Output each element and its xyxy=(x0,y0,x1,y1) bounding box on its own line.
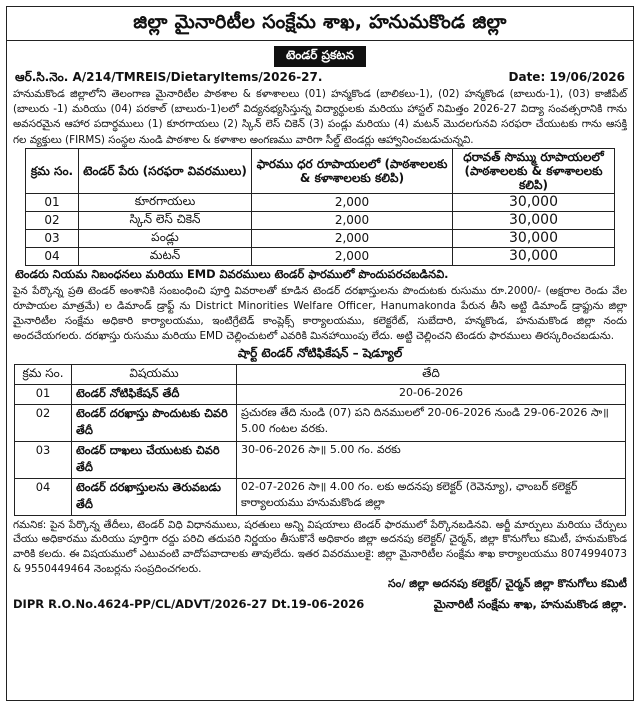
row-sno: 02 xyxy=(26,211,79,229)
page-title: జిల్లా మైనారిటీల సంక్షేమ శాఖ, హనుమకొండ జిల్లా xyxy=(7,7,633,41)
table-row xyxy=(26,193,615,211)
col-date: తేది xyxy=(237,364,626,384)
reference-number: ఆర్.సి.నెం. A/214/TMREIS/DietaryItems/2026-27. xyxy=(15,70,323,84)
row-item: స్కిన్ లెస్ చికెన్ xyxy=(79,211,252,229)
table-row xyxy=(15,478,626,515)
table-row xyxy=(26,247,615,265)
table-row xyxy=(15,404,626,441)
table-row xyxy=(26,211,615,229)
row-date: 30-06-2026 సా॥ 5.00 గం. వరకు xyxy=(237,441,626,478)
schedule-heading: షార్ట్ టెండర్ నోటిఫికేషన్ – షెడ్యూల్ xyxy=(237,345,403,360)
row-form-price: 2,000 xyxy=(252,247,453,265)
footer xyxy=(7,593,633,614)
col-event: విషయము xyxy=(72,364,237,384)
table-row xyxy=(26,229,615,247)
row-sno: 02 xyxy=(15,404,72,441)
col-sno: క్రమ సం. xyxy=(26,148,79,193)
row-sno: 03 xyxy=(26,229,79,247)
row-form-price: 2,000 xyxy=(252,193,453,211)
row-emd: 30,000 xyxy=(453,211,615,229)
col-form-price: ఫారము ధర రూపాయలలో (పాఠశాలలకు & కళాశాలలకు కలిపి) xyxy=(252,148,453,193)
row-form-price: 2,000 xyxy=(252,211,453,229)
row-form-price: 2,000 xyxy=(252,229,453,247)
reference-line xyxy=(7,67,633,87)
row-sno: 01 xyxy=(15,384,72,404)
fee-paragraph: పైన పేర్కొన్న ప్రతి టెండర్ అంశానికి సంబంధించి పూర్తి వివరాలతో కూడిన టెండర్ దరఖాస్తులను పొందుటకు రుసుము రూ.2000/- (అక్షరాల రెండు వేల రూపాయల మాత్రమే) ల డిమాండ్ డ్రాఫ్ట్ ను District Minorities Welfare Officer, Hanumakonda పేరున తీసి అట్టి డిమాండ్ డ్రాఫ్టును జిల్లా మైనారిటీల సంక్షేమ అధికారి కార్యాలయము, ఇంటిగ్రేటెడ్ కాంప్లెక్స్ కార్యాలయము, కలెక్టరేట్, సుబేదారి, హన్మకొండ, హనుమకొండ జిల్లా నందు అందచేయగలరు. దరఖాస్తు రుసుము మరియు EMD చెల్లించుటలో ఎవరికి మినహాయింపు లేదు. అట్టి చెల్లించని టెండరు ఫారములు తిరస్కరించబడును. xyxy=(13,284,627,343)
row-event: టెండర్ దాఖలు చేయుటకు చివరి తేదీ xyxy=(72,441,237,478)
row-emd: 30,000 xyxy=(453,229,615,247)
row-date: 02-07-2026 సా॥ 4.00 గం. లకు అదనపు కలెక్టర్ (రెవెన్యూ), ఛాంబర్ కలెక్టర్ కార్యాలయము హనుమకొండ జిల్లా xyxy=(237,478,626,515)
notice-date: Date: 19/06/2026 xyxy=(508,70,625,84)
dipr-reference: DIPR R.O.No.4624-PP/CL/ADVT/2026-27 Dt.19-06-2026 xyxy=(13,596,365,611)
row-event: టెండర్ నోటిఫికేషన్ తేదీ xyxy=(72,384,237,404)
row-emd: 30,000 xyxy=(453,247,615,265)
row-date: ప్రచురణ తేది నుండి (07) పని దినములలో 20-06-2026 నుండి 29-06-2026 సా॥ 5.00 గంటల వరకు. xyxy=(237,404,626,441)
emd-notice: టెండరు నియమ నిబంధనలు మరియు EMD వివరములు టెండర్ ఫారములో పొందుపరచబడినవి. xyxy=(15,266,449,281)
table-row xyxy=(15,441,626,478)
row-event: టెండర్ దరఖాస్తులను తెరువబడు తేదీ xyxy=(72,478,237,515)
schedule-table-header xyxy=(15,364,626,384)
tender-notice xyxy=(6,6,634,701)
table-row xyxy=(15,384,626,404)
row-date: 20-06-2026 xyxy=(237,384,626,404)
col-emd: ధరావత్ సొమ్ము రూపాయలలో (పాఠశాలలకు & కళాశాలలకు కలిపి) xyxy=(453,148,615,193)
row-item: పండ్లు xyxy=(79,229,252,247)
schedule-table xyxy=(14,364,626,516)
col-name: టెండర్ పేరు (సరఫరా వివరములు) xyxy=(79,148,252,193)
department-name: మైనారిటీ సంక్షేమ శాఖ, హనుమకొండ జిల్లా. xyxy=(433,596,627,611)
items-table xyxy=(25,148,615,266)
row-item: కూరగాయలు xyxy=(79,193,252,211)
note-paragraph: గమనిక: పైన పేర్కొన్న తేదీలు, టెండర్ విధి విధానములు, షరతులు అన్ని విషయాలు టెండర్ ఫారములో పేర్కొనబడినవి. అర్జీ మార్పులు మరియు చేర్పులు చేయు అధికారము మరియు పూర్తిగా రద్దు పరిచి తదుపరి నిర్ణయం తీసుకొనే అధికారం జిల్లా అదనపు కలెక్టర్/ చైర్మన్, జిల్లా కొనుగోలు కమిటీ, హనుమకొండ వారికి కలదు. ఈ విషయములో ఎటువంటి వాదోపవాదాలకు తావులేదు. ఇతర వివరములకై: జిల్లా మైనారిటీల సంక్షేమ శాఖ కార్యాలయము 8074994073 & 9550449464 నెంబర్లను సంప్రదించగలరు. xyxy=(13,518,627,576)
tender-badge: టెండర్ ప్రకటన xyxy=(274,46,366,67)
signature: సం/ జిల్లా అదనపు కలెక్టర్/ చైర్మన్ జిల్లా కొనుగోలు కమిటీ xyxy=(388,576,627,590)
badge-row xyxy=(7,41,633,67)
row-event: టెండర్ దరఖాస్తు పొందుటకు చివరి తేదీ xyxy=(72,404,237,441)
row-item: మటన్ xyxy=(79,247,252,265)
col-sno: క్రమ సం. xyxy=(15,364,72,384)
row-sno: 04 xyxy=(15,478,72,515)
items-table-header xyxy=(26,148,615,193)
row-sno: 03 xyxy=(15,441,72,478)
row-sno: 04 xyxy=(26,247,79,265)
intro-paragraph: హనుమకొండ జిల్లాలోని తెలంగాణ మైనారిటీల పాఠశాల & కళాశాలలు (01) హన్మకొండ (బాలికలు-1), (02) హన్మకొండ (బాలురు-1), (03) కాజీపేట్ (బాలురు -1) మరియు (04) పరకాల్ (బాలురు-1)లలో విద్యనభ్యసిస్తున్న విద్యార్థులకు మరియు హాస్టల్ నిమిత్తం 2026-27 విద్యా సంవత్సరానికి గాను అవసరమైన ఆహార పదార్థములు (1) కూరగాయలు (2) స్కిన్ లెస్ చికెన్ (3) పండ్లు మరియు (4) మటన్ మొదలగునవి సరఫరా చేయుటకు గాను ఆసక్తి గల వ్యక్తులు (FIRMS) సంస్థల నుండి పాఠశాల & కళాశాల అంగణము వారిగా సీల్డ్ టెండర్లు ఆహ్వానించబడుచున్నవి. xyxy=(13,88,627,146)
row-emd: 30,000 xyxy=(453,193,615,211)
row-sno: 01 xyxy=(26,193,79,211)
